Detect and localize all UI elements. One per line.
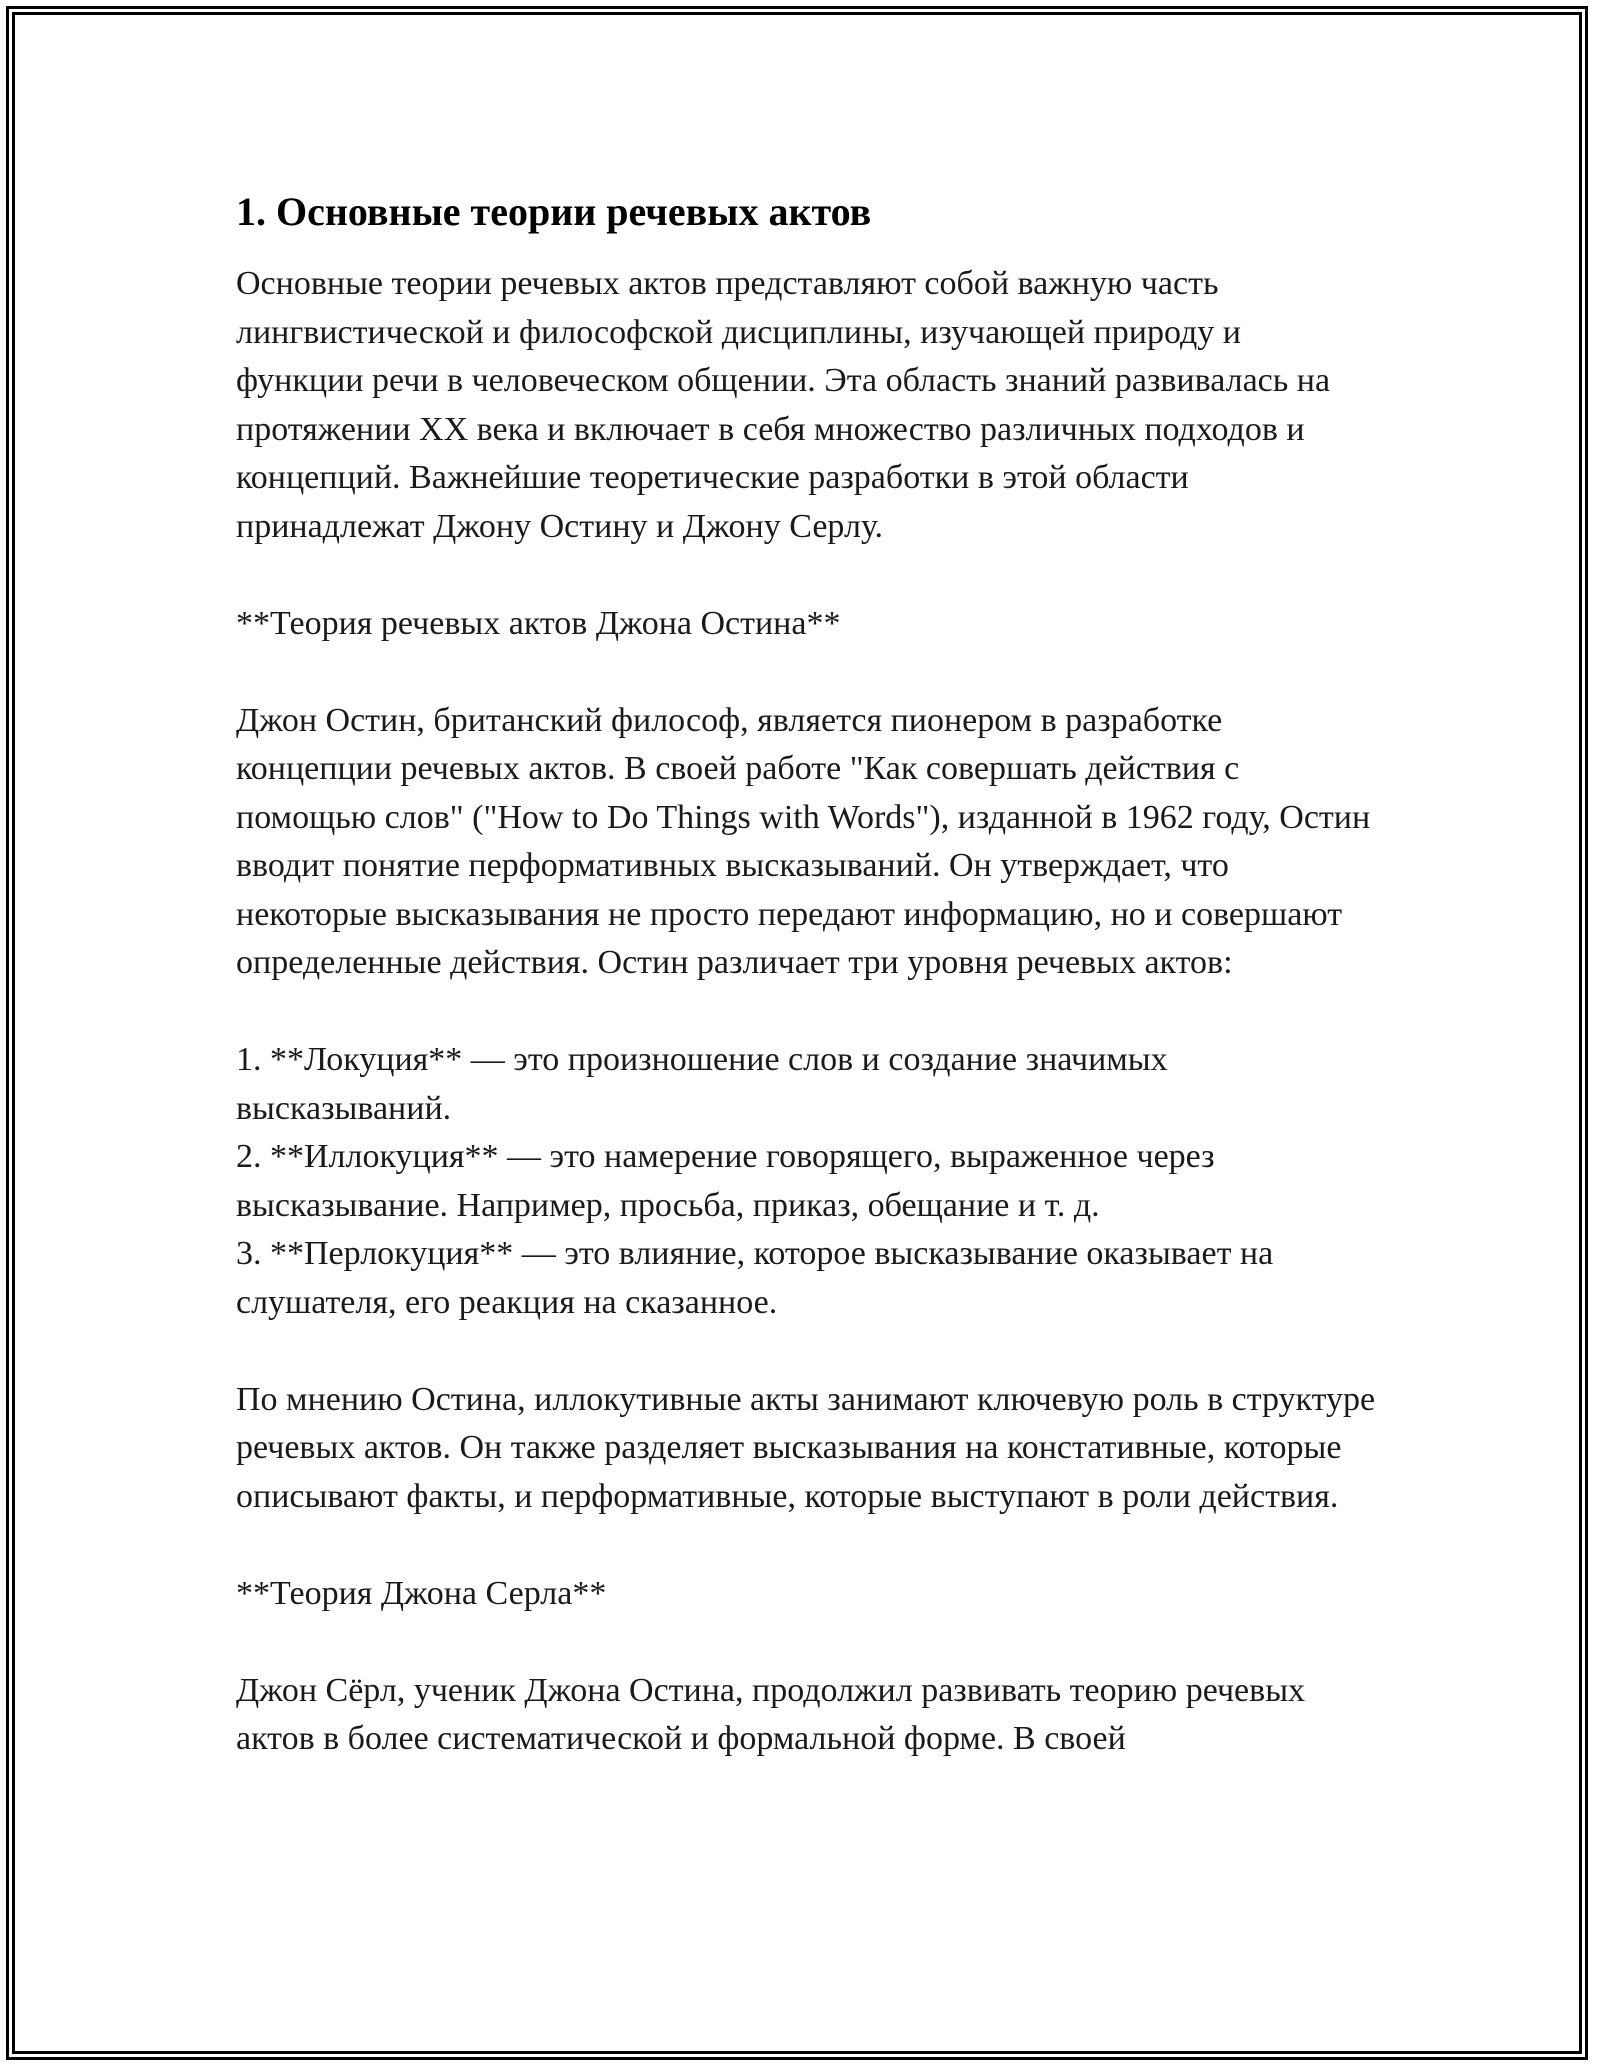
- austin-theory-paragraph: Джон Остин, британский философ, является пионером в разработке концепции речевых актов. В своей работе "Как совершать действия с помощью слов" ("How to Do Things with Words"), изданной в 1962 году, Остин вводит понятие перформативных высказываний. Он утверждает, что некоторые высказывания не просто передают информацию, но и совершают определенные действия. Остин различает три уровня речевых актов:: [236, 701, 1379, 981]
- document-body: [236, 180, 1384, 1812]
- austin-theory-title: **Теория речевых актов Джона Остина**: [236, 604, 841, 642]
- list-item-perlocution: 3. **Перлокуция** — это влияние, которое высказывание оказывает на слушателя, его реакция на сказанное.: [236, 1235, 1274, 1321]
- section-heading: 1. Основные теории речевых актов: [236, 189, 872, 234]
- speech-act-levels-list: [236, 1036, 1376, 1327]
- list-item-locution: 1. **Локуция** — это произношение слов и создание значимых высказываний.: [236, 1041, 1168, 1127]
- searle-theory-paragraph: Джон Сёрл, ученик Джона Остина, продолжил развивать теорию речевых актов в более систематической и формальной форме. В своей: [236, 1671, 1314, 1757]
- intro-paragraph: Основные теории речевых актов представляют собой важную часть лингвистической и философской дисциплины, изучающей природу и функции речи в человеческом общении. Эта область знаний развивалась на протяжении XX века и включает в себя множество различных подходов и концепций. Важнейшие теоретические разработки в этой области принадлежат Джону Остину и Джону Серлу.: [236, 265, 1339, 545]
- searle-theory-title: **Теория Джона Серла**: [236, 1574, 607, 1612]
- list-item-illocution: 2. **Иллокуция** — это намерение говорящего, выраженное через высказывание. Например, просьба, приказ, обещание и т. д.: [236, 1138, 1215, 1224]
- austin-conclusion-paragraph: По мнению Остина, иллокутивные акты занимают ключевую роль в структуре речевых актов. Он также разделяет высказывания на констативные, которые описывают факты, и перформативные, которые выступают в роли действия.: [236, 1380, 1384, 1515]
